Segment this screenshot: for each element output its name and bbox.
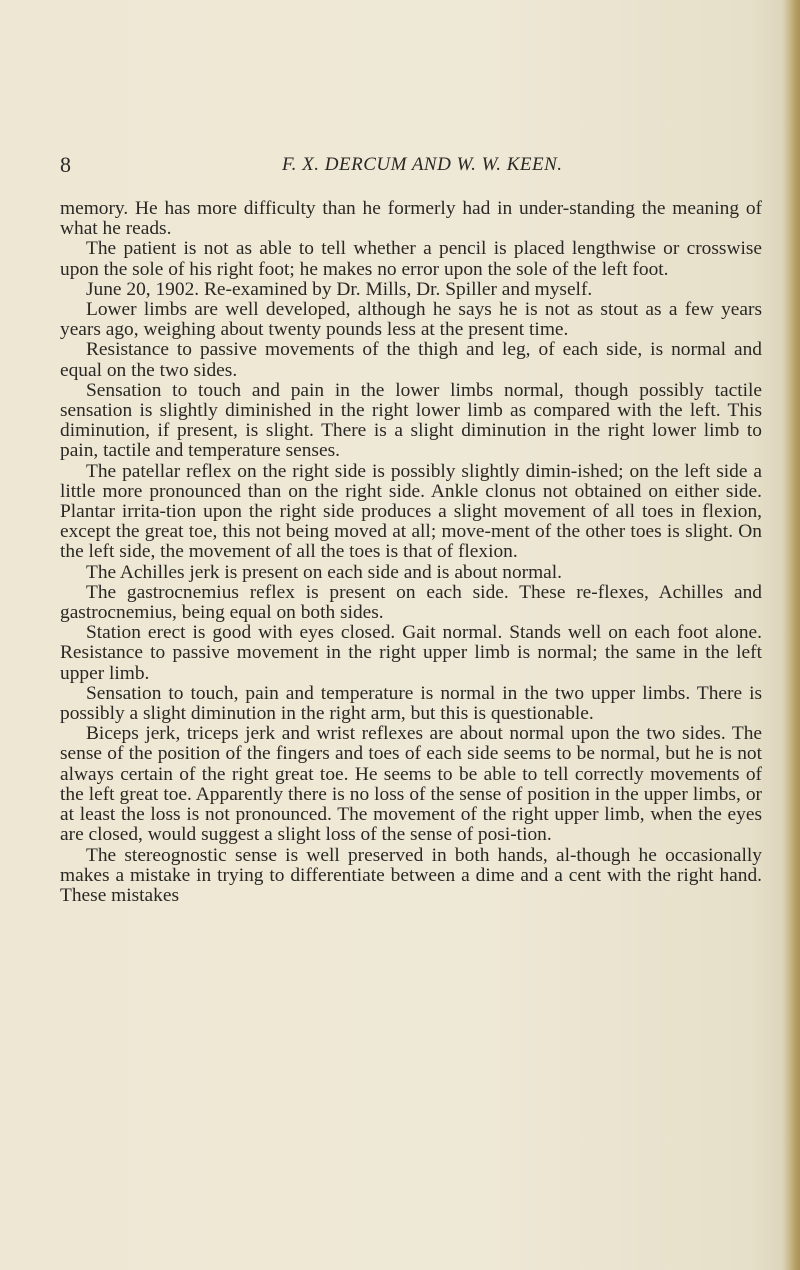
paragraph-13: The stereognostic sense is well preserved in both hands, al-though he occasionally makes a mistake in trying to differentiate between a dime and a cent with the right hand. These mistakes [60,844,762,906]
paragraph-11: Sensation to touch, pain and temperature is normal in the two upper limbs. There is possibly a slight diminution in the right arm, but this is questionable. [60,682,762,725]
paragraph-1: memory. He has more difficulty than he formerly had in under-standing the meaning of what he reads. [60,198,762,240]
running-title: F. X. DERCUM AND W. W. KEEN. [282,154,563,175]
running-head [60,152,760,182]
paragraph-7: The patellar reflex on the right side is possibly slightly dimin-ished; on the left side a little more pronounced than on the right side. Ankle clonus not obtained on either side. Plantar irrita-tion upon the right side produces a slight movement of all toes in flexion, except the great toe, this not being moved at all; move-ment of the other toes is slight. On the left side, the movement of all the toes is that of flexion. [60,460,762,563]
page-edge-shadow [782,0,800,1270]
paragraph-9: The gastrocnemius reflex is present on each side. These re-flexes, Achilles and gastrocnemius, being equal on both sides. [60,581,762,624]
paragraph-10: Station erect is good with eyes closed. Gait normal. Stands well on each foot alone. Resistance to passive movement in the right upper limb is normal; the same in the left upper limb. [60,622,762,684]
page-number: 8 [60,152,71,177]
paragraph-12: Biceps jerk, triceps jerk and wrist reflexes are about normal upon the two sides. The sense of the position of the fingers and toes of each side seems to be normal, but he is not always certain of the right great toe. He seems to be able to tell correctly movements of the left great toe. Apparently there is no loss of the sense of position in the upper limbs, or at least the loss is not pronounced. The movement of the right upper limb, when the eyes are closed, would suggest a slight loss of the sense of posi-tion. [60,723,762,846]
paragraph-5: Resistance to passive movements of the thigh and leg, of each side, is normal and equal on the two sides. [60,339,762,381]
paragraph-4: Lower limbs are well developed, although he says he is not as stout as a few years years ago, weighing about twenty pounds less at the present time. [60,299,762,341]
paragraph-2: The patient is not as able to tell whether a pencil is placed lengthwise or crosswise upon the sole of his right foot; he makes no error upon the sole of the left foot. [60,238,762,280]
paragraph-6: Sensation to touch and pain in the lower limbs normal, though possibly tactile sensation is slightly diminished in the right lower limb as compared with the left. This diminution, if present, is slight. There is a slight diminution in the right lower limb to pain, tactile and temperature senses. [60,379,762,462]
body-text [60,199,762,906]
paragraph-8: The Achilles jerk is present on each side and is about normal. [86,561,563,583]
paragraph-3: June 20, 1902. Re-examined by Dr. Mills, Dr. Spiller and myself. [86,278,593,300]
